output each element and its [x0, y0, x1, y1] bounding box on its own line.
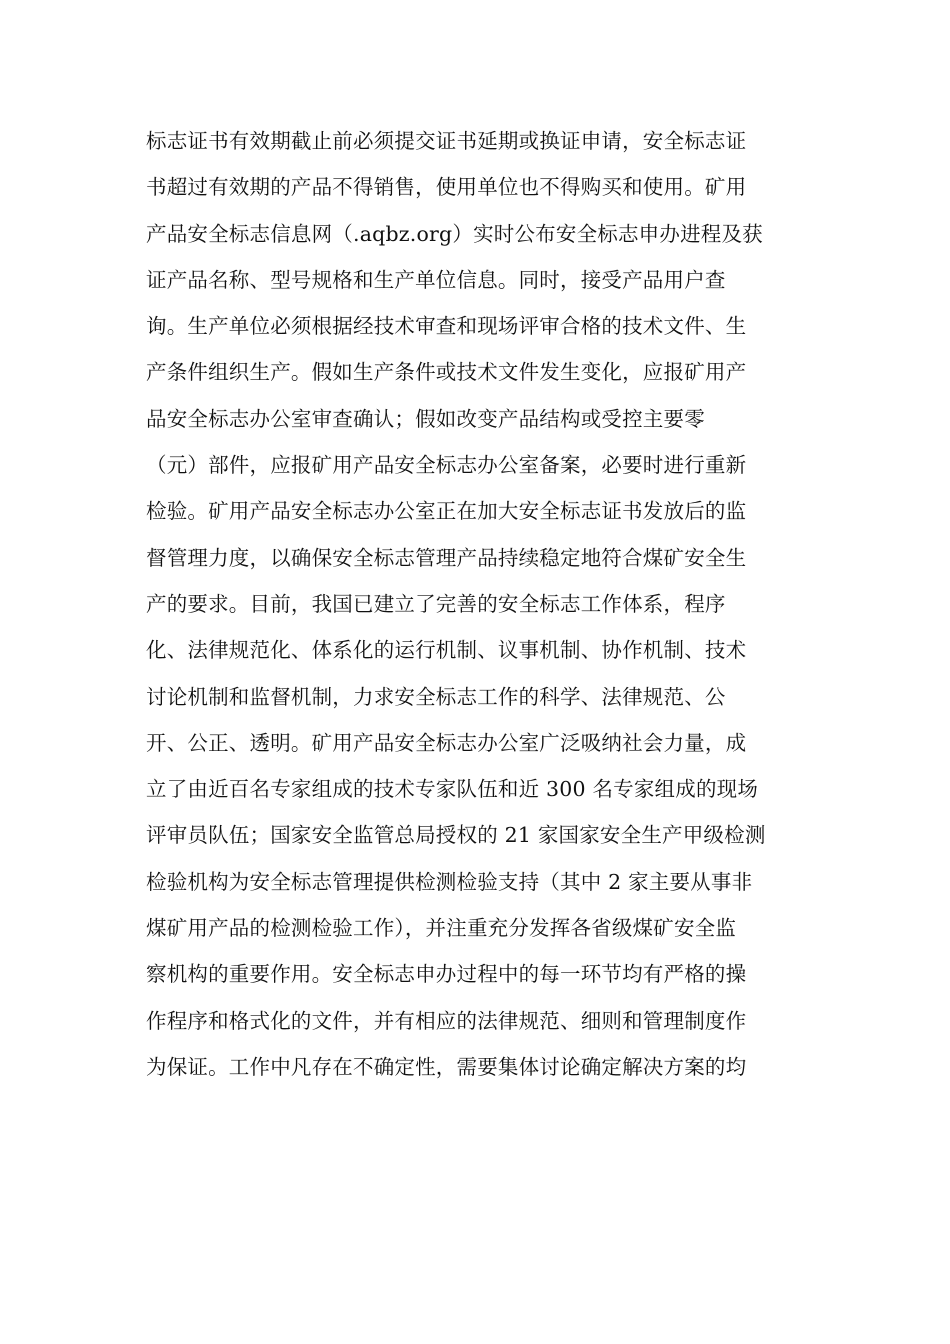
text-line: 书超过有效期的产品不得销售，使用单位也不得购买和使用。矿用: [146, 175, 747, 200]
text-line: （元）部件，应报矿用产品安全标志办公室备案，必要时进行重新: [146, 453, 747, 478]
text-line: 察机构的重要作用。安全标志申办过程中的每一环节均有严格的操: [146, 962, 747, 987]
text-line: 证产品名称、型号规格和生产单位信息。同时，接受产品用户查: [146, 267, 726, 292]
text-line: 为保证。工作中凡存在不确定性，需要集体讨论确定解决方案的均: [146, 1054, 747, 1079]
text-line: 立了由近百名专家组成的技术专家队伍和近 300 名专家组成的现场: [146, 777, 759, 802]
body-text: [146, 118, 816, 1090]
text-line: 作程序和格式化的文件，并有相应的法律规范、细则和管理制度作: [146, 1008, 747, 1033]
text-line: 产条件组织生产。假如生产条件或技术文件发生变化，应报矿用产: [146, 360, 747, 385]
text-line: 煤矿用产品的检测检验工作），并注重充分发挥各省级煤矿安全监: [146, 916, 737, 941]
text-line: 督管理力度，以确保安全标志管理产品持续稳定地符合煤矿安全生: [146, 545, 747, 570]
text-line: 标志证书有效期截止前必须提交证书延期或换证申请，安全标志证: [146, 129, 747, 153]
text-line: 询。生产单位必须根据经技术审查和现场评审合格的技术文件、生: [146, 314, 747, 339]
text-line: 品安全标志办公室审查确认；假如改变产品结构或受控主要零: [146, 406, 705, 431]
text-line: 讨论机制和监督机制，力求安全标志工作的科学、法律规范、公: [146, 684, 726, 709]
text-line: 评审员队伍；国家安全监管总局授权的 21 家国家安全生产甲级检测: [146, 823, 766, 848]
text-line: 产品安全标志信息网（.aqbz.org）实时公布安全标志申办进程及获: [146, 221, 763, 246]
text-line: 开、公正、透明。矿用产品安全标志办公室广泛吸纳社会力量，成: [146, 730, 747, 755]
text-line: 产的要求。目前，我国已建立了完善的安全标志工作体系，程序: [146, 591, 726, 616]
text-line: 检验机构为安全标志管理提供检测检验支持（其中 2 家主要从事非: [146, 869, 753, 894]
text-line: 化、法律规范化、体系化的运行机制、议事机制、协作机制、技术: [146, 638, 747, 663]
text-line: 检验。矿用产品安全标志办公室正在加大安全标志证书发放后的监: [146, 499, 747, 524]
